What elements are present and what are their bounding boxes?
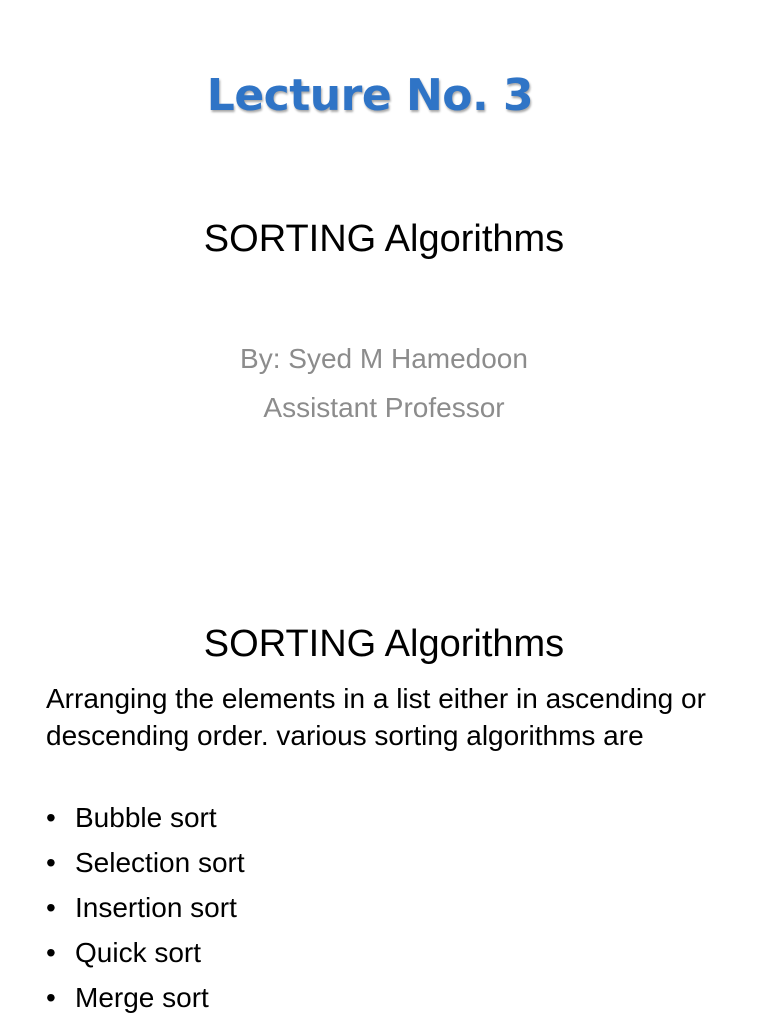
list-item: [46, 798, 245, 843]
sorting-algorithm-list: [46, 798, 245, 1023]
list-item: [46, 933, 245, 978]
list-item: [46, 978, 245, 1023]
bullet-icon: •: [46, 937, 56, 968]
list-item-label: Quick sort: [75, 937, 202, 968]
author-block: [0, 334, 768, 432]
lecture-title: Lecture No. 3: [206, 70, 534, 121]
bullet-icon: •: [46, 982, 56, 1013]
list-item: [46, 843, 245, 888]
bullet-icon: •: [46, 892, 56, 923]
list-item-label: Insertion sort: [75, 892, 237, 923]
bullet-icon: •: [46, 802, 56, 833]
slide-title: SORTING Algorithms: [203, 218, 565, 260]
intro-paragraph: Arranging the elements in a list either in ascending or descending order. various sorting algorithms are: [46, 683, 706, 751]
list-item-label: Merge sort: [75, 982, 209, 1013]
list-item: [46, 888, 245, 933]
content-slide: [0, 590, 768, 1024]
list-item-label: Bubble sort: [75, 802, 217, 833]
author-role: Assistant Professor: [263, 392, 505, 423]
bullet-icon: •: [46, 847, 56, 878]
author-name: By: Syed M Hamedoon: [240, 343, 528, 374]
content-slide-title: SORTING Algorithms: [203, 623, 565, 665]
list-item-label: Selection sort: [75, 847, 245, 878]
